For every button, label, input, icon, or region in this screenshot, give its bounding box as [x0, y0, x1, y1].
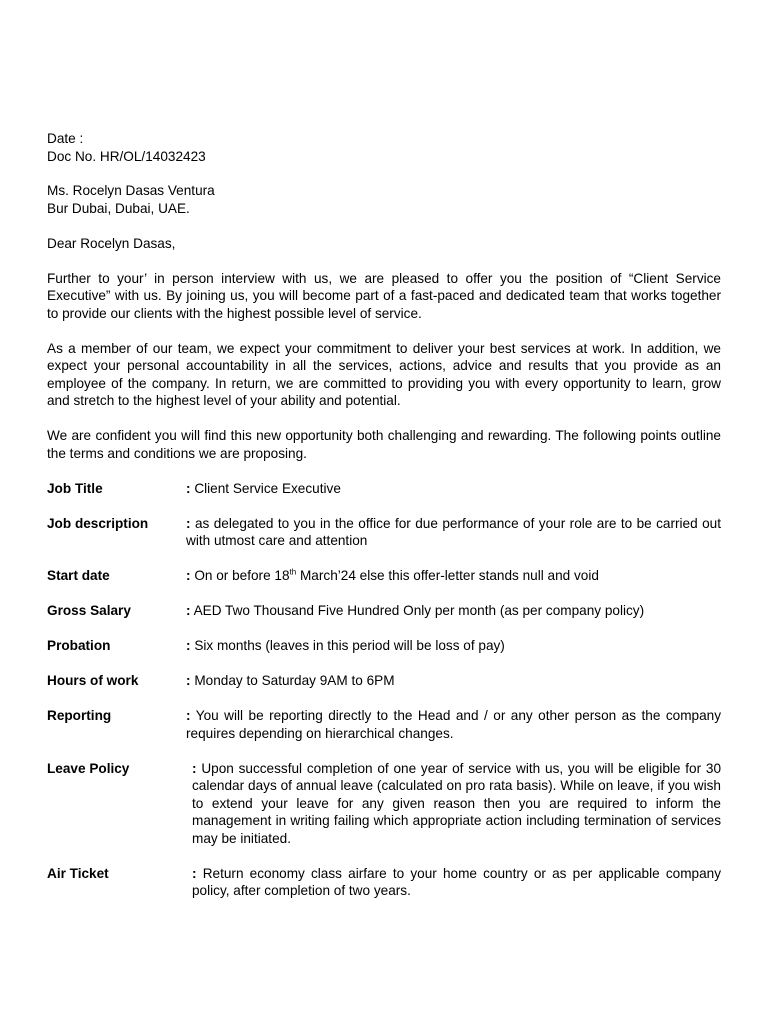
term-label: Job Title: [47, 480, 103, 496]
term-row-job-description: [47, 515, 721, 550]
term-value-text: AED Two Thousand Five Hundred Only per month (as per company policy): [193, 603, 645, 618]
term-value: [186, 760, 721, 848]
term-value-text: Return economy class airfare to your home country or as per applicable company policy, after completion of two years.: [192, 865, 721, 898]
term-value: [186, 480, 721, 498]
term-value-text: On or before 18: [194, 568, 290, 583]
term-value: [186, 707, 721, 742]
term-label: Reporting: [47, 708, 112, 723]
term-value-text: March’24 else this offer-letter stands null and void: [296, 568, 599, 583]
term-row-gross-salary: [47, 602, 721, 620]
intro-paragraph: Further to your’ in person interview with us, we are pleased to offer you the position of “Client Service Executive” with us. By joining us, you will become part of a fast-paced and dedicated team that works together to provide our clients with the highest possible level of service.: [47, 270, 721, 321]
term-colon: :: [186, 708, 191, 723]
term-colon: :: [186, 480, 191, 496]
term-colon: :: [192, 865, 197, 881]
term-value-text: Six months (leaves in this period will be loss of pay): [194, 638, 505, 653]
term-colon: :: [192, 760, 197, 776]
term-value: [186, 672, 721, 690]
term-colon: :: [186, 638, 191, 653]
term-value: [186, 637, 721, 655]
terms-intro-paragraph: We are confident you will find this new opportunity both challenging and rewarding. The following points outline the terms and conditions we are proposing.: [47, 428, 721, 461]
term-label: Leave Policy: [47, 760, 130, 776]
term-label: Gross Salary: [47, 603, 131, 618]
date-line: Date :: [47, 131, 84, 146]
term-label: Air Ticket: [47, 865, 109, 881]
term-row-start-date: [47, 567, 721, 585]
term-label: Probation: [47, 638, 111, 653]
recipient-name: Ms. Rocelyn Dasas Ventura: [47, 183, 215, 198]
term-colon: :: [186, 673, 191, 688]
term-row-hours-of-work: [47, 672, 721, 690]
term-value-text: You will be reporting directly to the Head and / or any other person as the company requires depending on hierarchical changes.: [186, 708, 722, 741]
term-row-job-title: [47, 480, 721, 498]
term-value: [186, 515, 721, 550]
term-value-text: Monday to Saturday 9AM to 6PM: [194, 673, 395, 688]
term-row-probation: [47, 637, 721, 655]
term-row-reporting: [47, 707, 721, 742]
term-label: Start date: [47, 568, 110, 583]
term-colon: :: [186, 603, 191, 618]
term-value: [186, 865, 721, 900]
ordinal-suffix: th: [289, 567, 297, 577]
expectations-paragraph: As a member of our team, we expect your commitment to deliver your best services at work. In addition, we expect your personal accountability in all the services, actions, advice and results that you provide as an employee of the company. In return, we are committed to providing you with every opportunity to learn, grow and stretch to the highest level of your ability and potential.: [47, 340, 721, 408]
recipient-address: Bur Dubai, Dubai, UAE.: [47, 200, 190, 216]
term-value-text: Client Service Executive: [194, 480, 341, 496]
doc-number: Doc No. HR/OL/14032423: [47, 148, 206, 164]
term-row-leave-policy: [47, 760, 721, 848]
terms-list: [47, 480, 721, 900]
offer-letter: [47, 130, 721, 917]
term-label: Hours of work: [47, 673, 139, 688]
term-value-text: Upon successful completion of one year of service with us, you will be eligible for 30 calendar days of annual leave (calculated on pro rata basis). While on leave, if you wish to extend your leave for any given reason then you are required to inform the management in writing failing which appropriate action including termination of services may be initiated.: [192, 760, 722, 846]
term-colon: :: [186, 515, 191, 531]
term-value: [186, 567, 721, 585]
term-value: [186, 602, 721, 620]
term-value-text: as delegated to you in the office for due performance of your role are to be carried out with utmost care and attention: [186, 515, 721, 548]
term-colon: :: [186, 568, 191, 583]
salutation: Dear Rocelyn Dasas,: [47, 235, 176, 251]
term-label: Job description: [47, 515, 149, 531]
term-row-air-ticket: [47, 865, 721, 900]
